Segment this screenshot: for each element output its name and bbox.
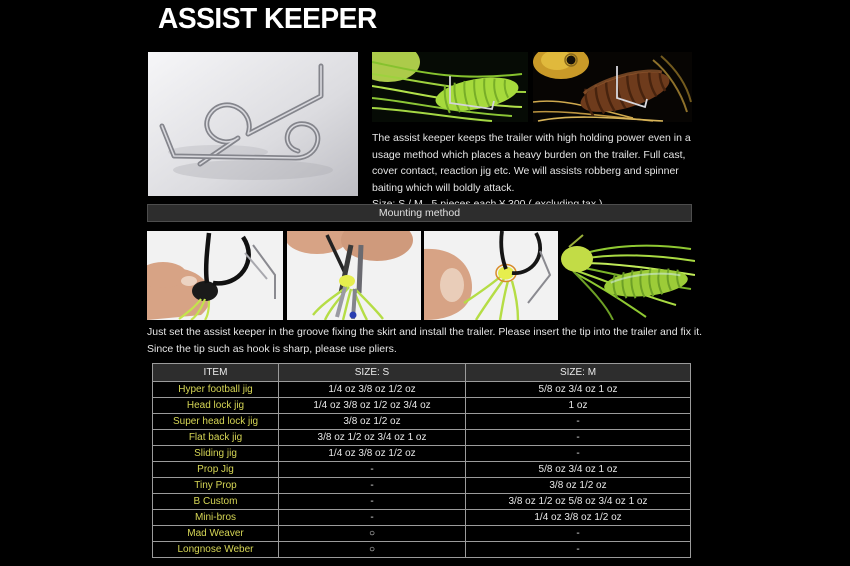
mounting-instructions <box>147 324 713 358</box>
mount-step-4-photo <box>561 231 695 320</box>
mount-step-2-photo <box>287 231 421 320</box>
size-m-cell: 5/8 oz 3/4 oz 1 oz <box>466 382 691 398</box>
size-s-cell: 3/8 oz 1/2 oz 3/4 oz 1 oz <box>279 430 466 446</box>
description-body: The assist keeper keeps the trailer with high holding power even in a usage method which places a heavy burden on the trailer. Full cast, cover contact, reaction jig etc. We will assists robberg and spinner baiting which will boldly attack. <box>372 132 691 194</box>
table-row <box>153 414 691 430</box>
size-s-cell: 1/4 oz 3/8 oz 1/2 oz <box>279 382 466 398</box>
size-s-cell: 1/4 oz 3/8 oz 1/2 oz <box>279 446 466 462</box>
size-m-cell: 5/8 oz 3/4 oz 1 oz <box>466 462 691 478</box>
size-s-cell: 1/4 oz 3/8 oz 1/2 oz 3/4 oz <box>279 398 466 414</box>
size-s-cell: 3/8 oz 1/2 oz <box>279 414 466 430</box>
green-lure-illustration <box>372 52 528 122</box>
product-photo-assist-keeper <box>148 52 358 196</box>
table-row <box>153 542 691 558</box>
photo-brown-lure-keeper <box>533 52 692 122</box>
item-cell: Mini-bros <box>153 510 279 526</box>
size-m-cell: 3/8 oz 1/2 oz <box>466 478 691 494</box>
table-row <box>153 462 691 478</box>
size-s-cell: - <box>279 478 466 494</box>
size-m-cell: - <box>466 430 691 446</box>
product-description <box>372 130 698 213</box>
table-row <box>153 478 691 494</box>
size-m-cell: 1 oz <box>466 398 691 414</box>
table-row <box>153 382 691 398</box>
mounting-method-header: Mounting method <box>147 204 692 222</box>
item-cell: Sliding jig <box>153 446 279 462</box>
page-title: ASSIST KEEPER <box>158 3 377 35</box>
size-s-cell: ○ <box>279 526 466 542</box>
header-size-s: SIZE: S <box>279 364 466 382</box>
brown-lure-illustration <box>533 52 692 122</box>
item-cell: Longnose Weber <box>153 542 279 558</box>
assist-keeper-wire-illustration <box>148 52 358 196</box>
size-m-cell: 1/4 oz 3/8 oz 1/2 oz <box>466 510 691 526</box>
size-m-cell: - <box>466 542 691 558</box>
size-s-cell: - <box>279 462 466 478</box>
mount-step-4-illustration <box>561 231 695 320</box>
instruction-line-1: Just set the assist keeper in the groove fixing the skirt and install the trailer. Please insert the tip into the trailer and fix it. <box>147 326 703 338</box>
photo-green-lure-keeper <box>372 52 528 122</box>
mount-step-3-illustration <box>424 231 558 320</box>
item-cell: Head lock jig <box>153 398 279 414</box>
table-row <box>153 526 691 542</box>
item-cell: Hyper football jig <box>153 382 279 398</box>
item-cell: Mad Weaver <box>153 526 279 542</box>
table-row <box>153 494 691 510</box>
instruction-line-2: Since the tip such as hook is sharp, please use pliers. <box>147 343 397 355</box>
item-cell: Tiny Prop <box>153 478 279 494</box>
size-m-cell: 3/8 oz 1/2 oz 5/8 oz 3/4 oz 1 oz <box>466 494 691 510</box>
size-m-cell: - <box>466 526 691 542</box>
header-size-m: SIZE: M <box>466 364 691 382</box>
header-item: ITEM <box>153 364 279 382</box>
table-header-row <box>153 364 691 382</box>
table-row <box>153 446 691 462</box>
item-cell: Super head lock jig <box>153 414 279 430</box>
size-m-cell: - <box>466 446 691 462</box>
mount-step-2-illustration <box>287 231 421 320</box>
item-cell: Flat back jig <box>153 430 279 446</box>
size-s-cell: ○ <box>279 542 466 558</box>
mount-step-3-photo <box>424 231 558 320</box>
table-row <box>153 398 691 414</box>
size-chart-table <box>152 363 691 558</box>
item-cell: B Custom <box>153 494 279 510</box>
item-cell: Prop Jig <box>153 462 279 478</box>
mount-step-1-photo <box>147 231 283 320</box>
table-row <box>153 430 691 446</box>
size-s-cell: - <box>279 510 466 526</box>
mount-step-1-illustration <box>147 231 283 320</box>
table-row <box>153 510 691 526</box>
size-m-cell: - <box>466 414 691 430</box>
size-s-cell: - <box>279 494 466 510</box>
